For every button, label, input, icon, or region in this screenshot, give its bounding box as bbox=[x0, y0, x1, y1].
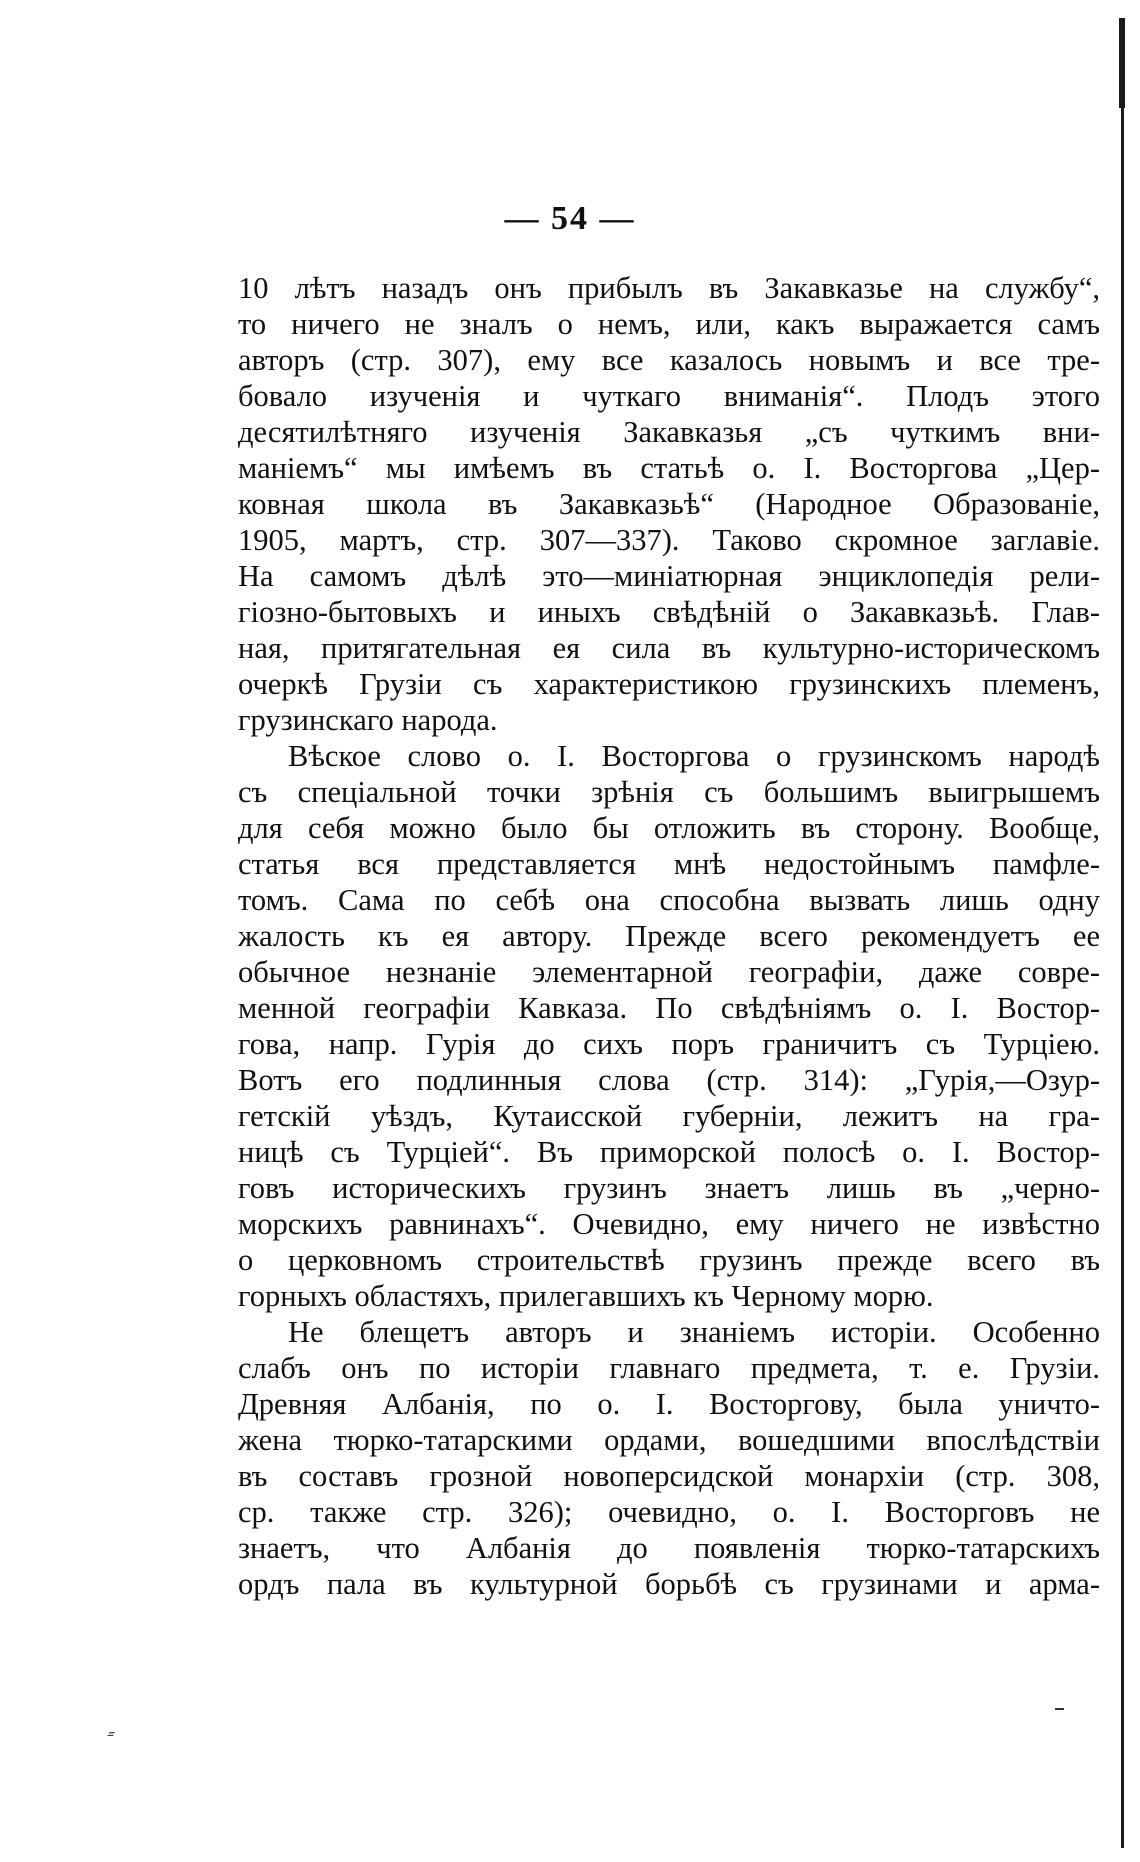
text-line: гіозно-бытовыхъ и иныхъ свѣдѣній о Закавказьѣ. Глав- bbox=[238, 595, 1100, 629]
text-line: бовало изученія и чуткаго вниманія“. Плодъ этого bbox=[238, 379, 1100, 413]
text-line: Не блещетъ авторъ и знаніемъ исторіи. Особенно bbox=[288, 1315, 1100, 1349]
text-line: маніемъ“ мы имѣемъ въ статьѣ о. І. Восторгова „Цер- bbox=[238, 451, 1100, 485]
text-line: для себя можно было бы отложить въ сторону. Вообще, bbox=[238, 811, 1100, 845]
text-line: очеркѣ Грузіи съ характеристикою грузинскихъ племенъ, bbox=[238, 667, 1100, 701]
text-line: ницѣ съ Турціей“. Въ приморской полосѣ о. І. Востор- bbox=[238, 1135, 1100, 1169]
text-line: авторъ (стр. 307), ему все казалось новымъ и все тре- bbox=[238, 343, 1100, 377]
text-line: ная, притягательная ея сила въ культурно-историческомъ bbox=[238, 631, 1100, 665]
text-line: знаетъ, что Албанія до появленія тюрко-татарскихъ bbox=[238, 1531, 1100, 1565]
text-line: ордъ пала въ культурной борьбѣ съ грузинами и арма- bbox=[238, 1567, 1100, 1601]
text-line: съ спеціальной точки зрѣнія съ большимъ выигрышемъ bbox=[238, 775, 1100, 809]
text-line: морскихъ равнинахъ“. Очевидно, ему ничего не извѣстно bbox=[238, 1207, 1100, 1241]
text-line: менной географіи Кавказа. По свѣдѣніямъ о. І. Востор- bbox=[238, 991, 1100, 1025]
text-line: Вотъ его подлинныя слова (стр. 314): „Гурія,—Озур- bbox=[238, 1063, 1100, 1097]
text-line: гова, напр. Гурія до сихъ поръ граничитъ съ Турціею. bbox=[238, 1027, 1100, 1061]
book-text-column bbox=[238, 270, 1100, 1602]
text-line: ср. также стр. 326); очевидно, о. І. Восторговъ не bbox=[238, 1495, 1100, 1529]
text-line: жалость къ ея автору. Прежде всего рекомендуетъ ее bbox=[238, 919, 1100, 953]
page-number: — 54 — bbox=[504, 200, 636, 237]
paragraph bbox=[238, 270, 1100, 738]
text-line: статья вся представляется мнѣ недостойнымъ памфле- bbox=[238, 847, 1100, 881]
text-line: обычное незнаніе элементарной географіи, даже совре- bbox=[238, 955, 1100, 989]
paragraph bbox=[238, 1314, 1100, 1602]
text-line: На самомъ дѣлѣ это—миніатюрная энциклопедія рели- bbox=[238, 559, 1100, 593]
text-line: томъ. Сама по себѣ она способна вызвать лишь одну bbox=[238, 883, 1100, 917]
text-line: гетскій уѣздъ, Кутаисской губерніи, лежитъ на гра- bbox=[238, 1099, 1100, 1133]
page-edge-rule bbox=[1121, 18, 1124, 1848]
text-line: въ составъ грозной новоперсидской монархіи (стр. 308, bbox=[238, 1459, 1100, 1493]
text-line: жена тюрко-татарскими ордами, вошедшими впослѣдствіи bbox=[238, 1423, 1100, 1457]
paragraph bbox=[238, 738, 1100, 1314]
text-line: 1905, мартъ, стр. 307—337). Таково скромное заглавіе. bbox=[238, 523, 1100, 557]
text-line: то ничего не зналъ о немъ, или, какъ выражается самъ bbox=[238, 307, 1100, 341]
text-line: горныхъ областяхъ, прилегавшихъ къ Черному морю. bbox=[238, 1279, 934, 1313]
text-line: 10 лѣтъ назадъ онъ прибылъ въ Закавказье на службу“, bbox=[238, 271, 1100, 305]
scan-speck-mark: ⸗ bbox=[103, 1721, 120, 1745]
scan-speck-dash bbox=[1055, 1708, 1064, 1710]
text-line: ковная школа въ Закавказьѣ“ (Народное Образованіе, bbox=[238, 487, 1100, 521]
text-line: грузинскаго народа. bbox=[238, 703, 498, 737]
text-line: Древняя Албанія, по о. І. Восторгову, была уничто- bbox=[238, 1387, 1100, 1421]
text-line: Вѣское слово о. І. Восторгова о грузинскомъ народѣ bbox=[288, 739, 1100, 773]
text-line: десятилѣтняго изученія Закавказья „съ чуткимъ вни- bbox=[238, 415, 1100, 449]
text-line: говъ историческихъ грузинъ знаетъ лишь въ „черно- bbox=[238, 1171, 1100, 1205]
text-line: слабъ онъ по исторіи главнаго предмета, т. е. Грузіи. bbox=[238, 1351, 1100, 1385]
text-line: о церковномъ строительствѣ грузинъ прежде всего въ bbox=[238, 1243, 1100, 1277]
